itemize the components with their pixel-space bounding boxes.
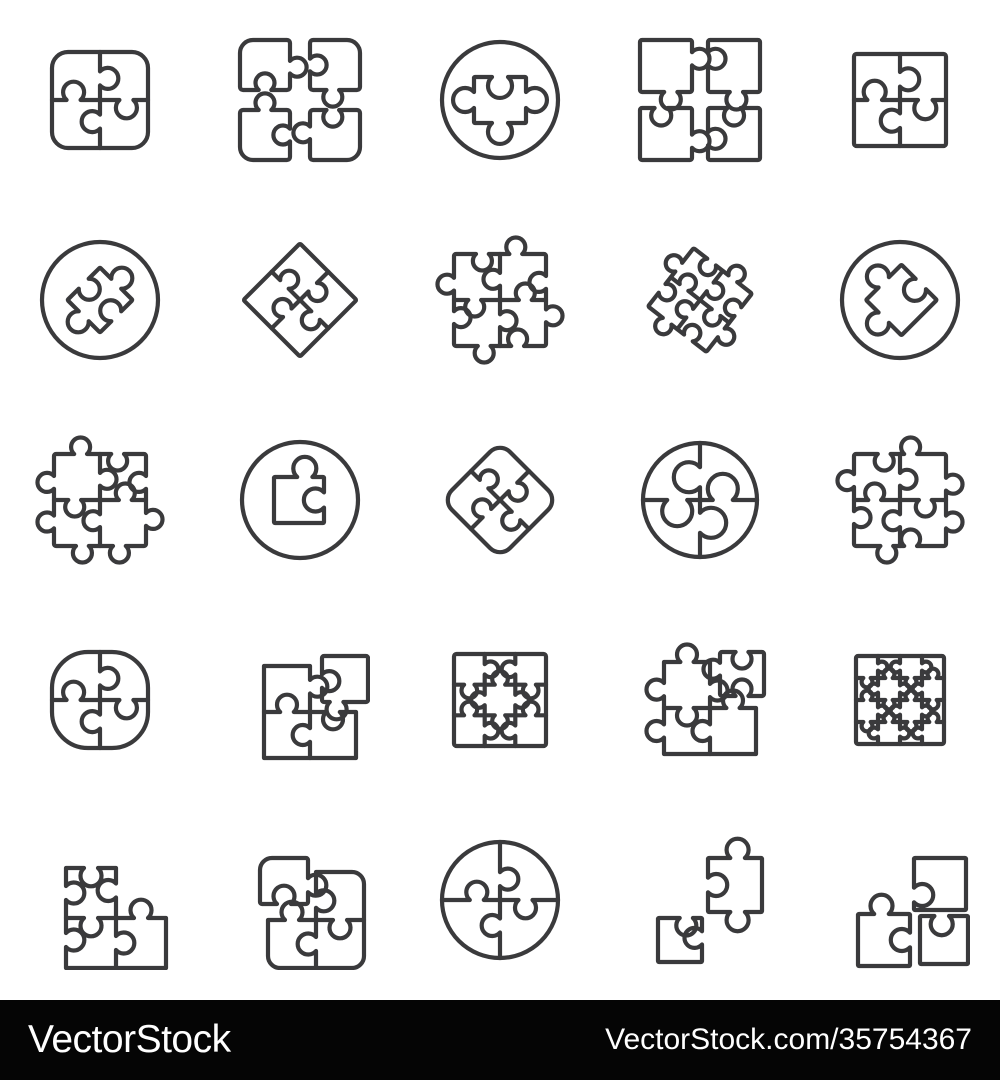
icon-three-joined-one-detached [230, 630, 370, 770]
icon-4-piece-puzzle-outer-tabs [430, 230, 570, 370]
icon-tilted-piece-in-circle [30, 230, 170, 370]
icon-four-scattered-pieces [630, 30, 770, 170]
icon-square-piece-in-circle [230, 430, 370, 570]
icon-three-pieces-with-gaps [830, 830, 970, 970]
icon-four-piece-one-detached-rounded [230, 830, 370, 970]
image-ref-text: VectorStock.com/35754367 [605, 1023, 972, 1056]
watermark-bar [0, 1000, 1000, 1080]
icon-rounded-diamond-4-piece-puzzle [430, 430, 570, 570]
icon-diamond-piece-in-circle [830, 230, 970, 370]
icon-square-4-piece-puzzle [830, 30, 970, 170]
icon-l-shape-three-piece-puzzle [30, 830, 170, 970]
icons-grid [30, 30, 970, 970]
icon-circle-4-piece-large-knobs [630, 430, 770, 570]
icon-puzzle-piece-in-circle [430, 30, 570, 170]
icon-two-puzzle-pieces [630, 830, 770, 970]
icon-rounded-square-4-piece-puzzle [30, 30, 170, 170]
icon-four-scattered-pieces-rounded [230, 30, 370, 170]
icon-circle-4-piece-puzzle [430, 830, 570, 970]
icon-diamond-4-piece-puzzle [230, 230, 370, 370]
icon-tilted-4-piece-puzzle-outer-tabs [630, 230, 770, 370]
icon-sixteen-piece-puzzle [830, 630, 970, 770]
brand-text: VectorStock [28, 1018, 231, 1061]
icon-nine-piece-puzzle [430, 630, 570, 770]
icon-squircle-4-piece-puzzle [30, 630, 170, 770]
icon-three-joined-one-detached-tabs [630, 630, 770, 770]
icon-square-4-piece-outer-tabs [830, 430, 970, 570]
icon-4-piece-puzzle-outer-tabs-variant [30, 430, 170, 570]
